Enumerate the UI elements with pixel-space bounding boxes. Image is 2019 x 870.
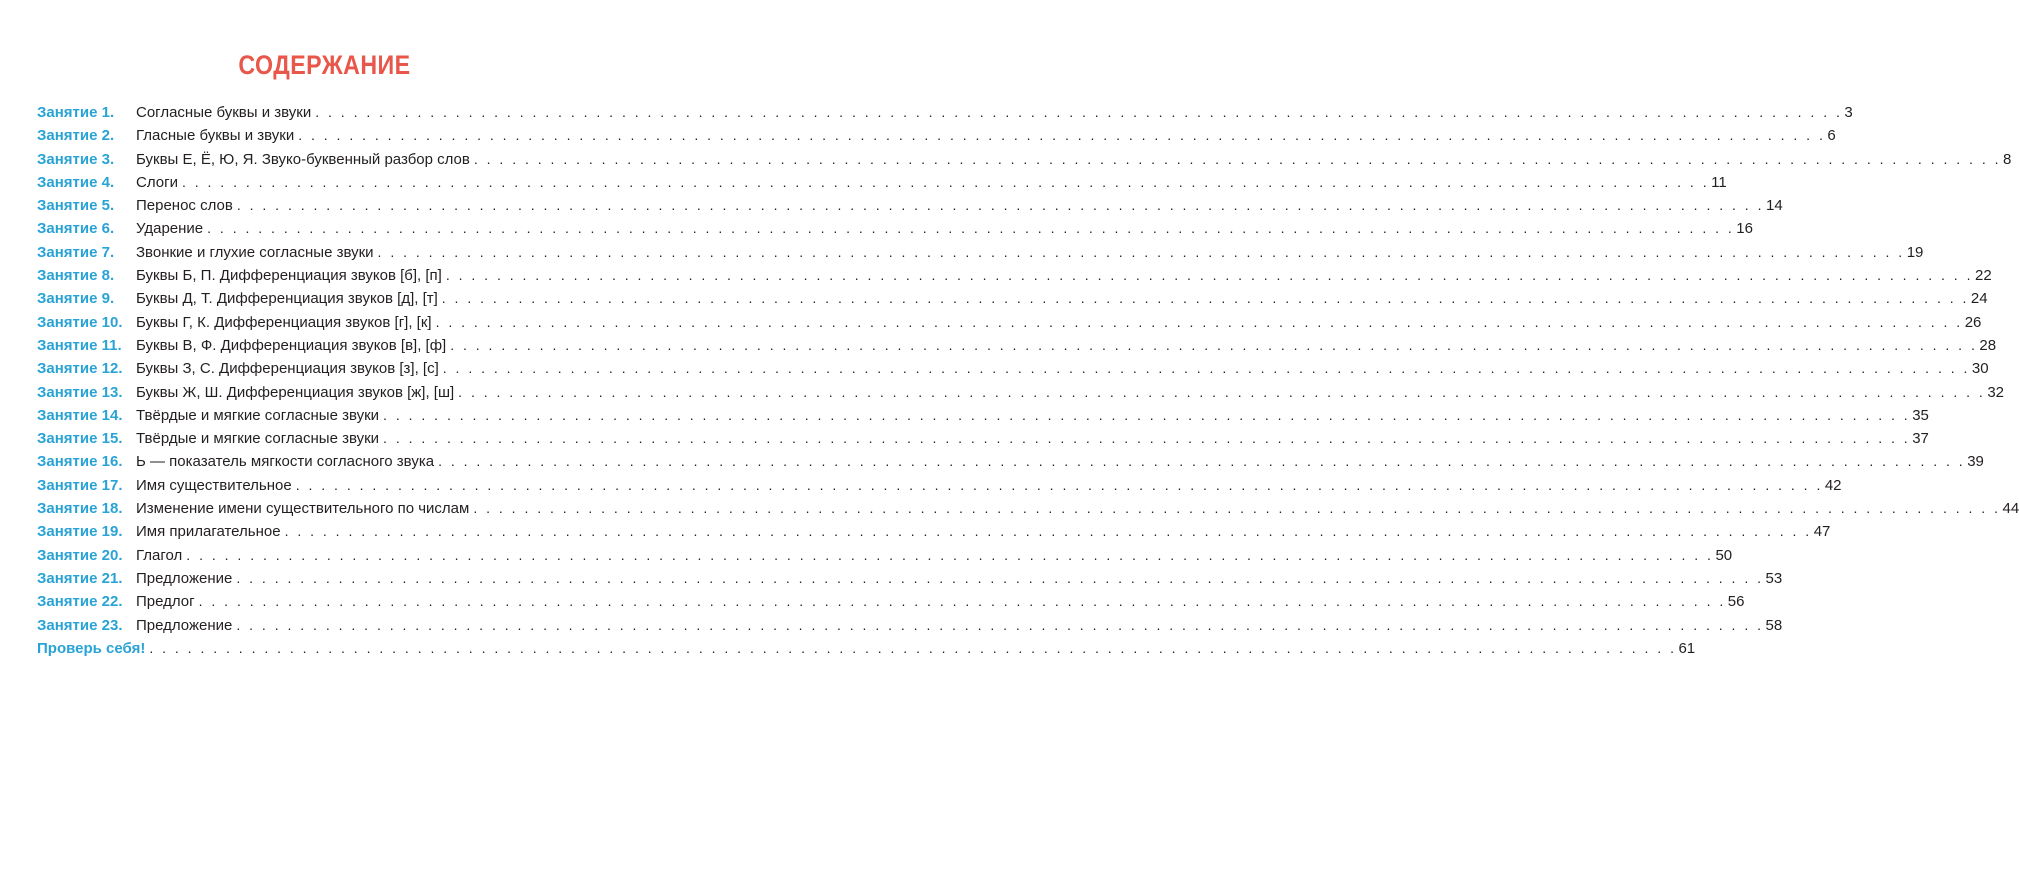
- dot-leader: . . . . . . . . . . . . . . . . . . . . . . . . . . . . . . . . . . . . . . . . . . . . . . . . . . . . . . . . . . . . . . . . . . . . . . . . . . . . . . . . . . . . . . . . . . . . . . . . . . . . . . . . . . . . . . . . . . . . . . . .: [149, 639, 1677, 656]
- toc-entry[interactable]: [37, 241, 1924, 264]
- dot-leader: . . . . . . . . . . . . . . . . . . . . . . . . . . . . . . . . . . . . . . . . . . . . . . . . . . . . . . . . . . . . . . . . . . . . . . . . . . . . . . . . . . . . . . . . . . . . . . . . . . . . . . . . . . . . . . . . . . . . . . . .: [284, 523, 1812, 540]
- page-number: 22: [1974, 267, 1992, 285]
- page-number: 8: [2003, 150, 2012, 168]
- dot-leader: . . . . . . . . . . . . . . . . . . . . . . . . . . . . . . . . . . . . . . . . . . . . . . . . . . . . . . . . . . . . . . . . . . . . . . . . . . . . . . . . . . . . . . . . . . . . . . . . . . . . . . . . . . . . . . . . . . . . . . . .: [383, 406, 1911, 423]
- dot-leader: . . . . . . . . . . . . . . . . . . . . . . . . . . . . . . . . . . . . . . . . . . . . . . . . . . . . . . . . . . . . . . . . . . . . . . . . . . . . . . . . . . . . . . . . . . . . . . . . . . . . . . . . . . . . . . . . . . . . . . . .: [236, 616, 1764, 633]
- lesson-number: Занятие 6.: [37, 220, 115, 238]
- page-number: 37: [1912, 430, 1929, 448]
- lesson-title: Имя существительное: [136, 476, 292, 494]
- lesson-title: Глагол: [136, 546, 183, 564]
- toc-entry[interactable]: [37, 614, 1783, 637]
- dot-leader: . . . . . . . . . . . . . . . . . . . . . . . . . . . . . . . . . . . . . . . . . . . . . . . . . . . . . . . . . . . . . . . . . . . . . . . . . . . . . . . . . . . . . . . . . . . . . . . . . . . . . . . . . . . . . . . . . . . . . . . .: [198, 593, 1726, 610]
- lesson-title: Буквы Д, Т. Дифференциация звуков [д], [т]: [136, 290, 438, 308]
- toc-entry[interactable]: [37, 217, 1753, 240]
- lesson-title: Предложение: [136, 616, 233, 634]
- lesson-title: Звонкие и глухие согласные звуки: [136, 243, 374, 261]
- lesson-number: Занятие 11.: [37, 336, 122, 354]
- toc-entry[interactable]: [37, 287, 1988, 310]
- page-number: 44: [2002, 500, 2019, 518]
- lesson-title: Согласные буквы и звуки: [136, 104, 312, 121]
- dot-leader: . . . . . . . . . . . . . . . . . . . . . . . . . . . . . . . . . . . . . . . . . . . . . . . . . . . . . . . . . . . . . . . . . . . . . . . . . . . . . . . . . . . . . . . . . . . . . . . . . . . . . . . . . . . . . . . . . . . . . . . .: [442, 360, 1970, 377]
- toc-entry[interactable]: [37, 544, 1733, 567]
- page-number: 32: [1987, 383, 2004, 401]
- toc-entry[interactable]: [37, 194, 1783, 217]
- toc-entry[interactable]: [37, 474, 1842, 497]
- page-number: 50: [1715, 546, 1733, 564]
- lesson-title: Предлог: [136, 593, 195, 611]
- page-number: 11: [1711, 173, 1727, 191]
- page-number: 56: [1727, 593, 1745, 611]
- lesson-number: Занятие 19.: [37, 523, 123, 541]
- table-of-contents: [37, 101, 2019, 660]
- page-title: СОДЕРЖАНИЕ: [238, 50, 411, 80]
- toc-entry[interactable]: [37, 311, 1982, 334]
- lesson-number: Занятие 12.: [37, 360, 123, 378]
- dot-leader: . . . . . . . . . . . . . . . . . . . . . . . . . . . . . . . . . . . . . . . . . . . . . . . . . . . . . . . . . . . . . . . . . . . . . . . . . . . . . . . . . . . . . . . . . . . . . . . . . . . . . . . . . . . . . . . . . . . . . . . .: [236, 569, 1764, 586]
- dot-leader: . . . . . . . . . . . . . . . . . . . . . . . . . . . . . . . . . . . . . . . . . . . . . . . . . . . . . . . . . . . . . . . . . . . . . . . . . . . . . . . . . . . . . . . . . . . . . . . . . . . . . . . . . . . . . . . . . . . . . . . .: [473, 500, 2001, 517]
- page-number: 47: [1813, 523, 1831, 541]
- lesson-number: Занятие 7.: [37, 243, 115, 261]
- toc-entry[interactable]: [37, 497, 2019, 520]
- toc-entry[interactable]: [37, 450, 1984, 473]
- lesson-title: Твёрдые и мягкие согласные звуки: [136, 406, 380, 424]
- lesson-title: Буквы Б, П. Дифференциация звуков [б], [п]: [136, 267, 442, 285]
- page-number: 14: [1765, 197, 1783, 215]
- page-number: 19: [1906, 243, 1924, 261]
- dot-leader: . . . . . . . . . . . . . . . . . . . . . . . . . . . . . . . . . . . . . . . . . . . . . . . . . . . . . . . . . . . . . . . . . . . . . . . . . . . . . . . . . . . . . . . . . . . . . . . . . . . . . . . . . . . . . . . . . . . . . . . .: [435, 313, 1963, 330]
- lesson-number: Занятие 2.: [37, 127, 115, 145]
- lesson-title: Буквы Г, К. Дифференциация звуков [г], [к]: [136, 313, 432, 331]
- page-number: 42: [1824, 476, 1842, 494]
- toc-entry[interactable]: [37, 171, 1727, 194]
- page-number: 24: [1970, 290, 1988, 308]
- dot-leader: . . . . . . . . . . . . . . . . . . . . . . . . . . . . . . . . . . . . . . . . . . . . . . . . . . . . . . . . . . . . . . . . . . . . . . . . . . . . . . . . . . . . . . . . . . . . . . . . . . . . . . . . . . . . . . . . . . . . . . . .: [236, 197, 1764, 214]
- lesson-title: Буквы Е, Ё, Ю, Я. Звуко-буквенный разбор слов: [136, 150, 470, 168]
- toc-entry[interactable]: [37, 148, 2012, 171]
- toc-entry[interactable]: [37, 520, 1831, 543]
- page-number: 53: [1765, 569, 1783, 587]
- toc-entry[interactable]: [37, 427, 1929, 450]
- dot-leader: . . . . . . . . . . . . . . . . . . . . . . . . . . . . . . . . . . . . . . . . . . . . . . . . . . . . . . . . . . . . . . . . . . . . . . . . . . . . . . . . . . . . . . . . . . . . . . . . . . . . . . . . . . . . . . . . . . . . . . . .: [458, 383, 1986, 400]
- page-number: 61: [1678, 639, 1696, 657]
- lesson-title: Перенос слов: [136, 197, 233, 215]
- dot-leader: . . . . . . . . . . . . . . . . . . . . . . . . . . . . . . . . . . . . . . . . . . . . . . . . . . . . . . . . . . . . . . . . . . . . . . . . . . . . . . . . . . . . . . . . . . . . . . . . . . . . . . . . . . . . . . . . . . . . . . . .: [450, 336, 1978, 353]
- toc-entry[interactable]: [37, 567, 1783, 590]
- toc-entry-self-check[interactable]: [37, 637, 1696, 660]
- lesson-title: Изменение имени существительного по числам: [136, 500, 470, 518]
- lesson-title: Ь — показатель мягкости согласного звука: [136, 453, 435, 471]
- lesson-title: Гласные буквы и звуки: [136, 127, 295, 145]
- lesson-title: Буквы В, Ф. Дифференциация звуков [в], [ф]: [136, 336, 447, 354]
- dot-leader: . . . . . . . . . . . . . . . . . . . . . . . . . . . . . . . . . . . . . . . . . . . . . . . . . . . . . . . . . . . . . . . . . . . . . . . . . . . . . . . . . . . . . . . . . . . . . . . . . . . . . . . . . . . . . . . . . . . . . . . .: [445, 267, 1973, 284]
- toc-entry[interactable]: [37, 404, 1929, 427]
- page-number: 6: [1827, 127, 1836, 145]
- lesson-title: Слоги: [136, 173, 178, 191]
- lesson-number: Занятие 16.: [37, 453, 123, 471]
- lesson-number: Занятие 9.: [37, 290, 115, 308]
- dot-leader: . . . . . . . . . . . . . . . . . . . . . . . . . . . . . . . . . . . . . . . . . . . . . . . . . . . . . . . . . . . . . . . . . . . . . . . . . . . . . . . . . . . . . . . . . . . . . . . . . . . . . . . . . . . . . . . . . . . . . . . .: [441, 290, 1969, 307]
- page-number: 28: [1979, 336, 1997, 354]
- lesson-number: Занятие 21.: [37, 569, 123, 587]
- lesson-title: Твёрдые и мягкие согласные звуки: [136, 430, 380, 448]
- lesson-number: Занятие 20.: [37, 546, 123, 564]
- lesson-number: Занятие 17.: [37, 476, 123, 494]
- lesson-number: Занятие 1.: [37, 104, 115, 121]
- dot-leader: . . . . . . . . . . . . . . . . . . . . . . . . . . . . . . . . . . . . . . . . . . . . . . . . . . . . . . . . . . . . . . . . . . . . . . . . . . . . . . . . . . . . . . . . . . . . . . . . . . . . . . . . . . . . . . . . . . . . . . . .: [181, 173, 1710, 190]
- toc-entry[interactable]: [37, 124, 1836, 147]
- lesson-number: Занятие 18.: [37, 500, 123, 518]
- lesson-title: Буквы Ж, Ш. Дифференциация звуков [ж], [ш]: [136, 383, 455, 401]
- dot-leader: . . . . . . . . . . . . . . . . . . . . . . . . . . . . . . . . . . . . . . . . . . . . . . . . . . . . . . . . . . . . . . . . . . . . . . . . . . . . . . . . . . . . . . . . . . . . . . . . . . . . . . . . . . . . . . . . . . . . . . . .: [207, 220, 1735, 237]
- toc-entry[interactable]: [37, 334, 1997, 357]
- dot-leader: . . . . . . . . . . . . . . . . . . . . . . . . . . . . . . . . . . . . . . . . . . . . . . . . . . . . . . . . . . . . . . . . . . . . . . . . . . . . . . . . . . . . . . . . . . . . . . . . . . . . . . . . . . . . . . . . . . . . . . . .: [315, 104, 1843, 120]
- lesson-title: Ударение: [136, 220, 204, 238]
- dot-leader: . . . . . . . . . . . . . . . . . . . . . . . . . . . . . . . . . . . . . . . . . . . . . . . . . . . . . . . . . . . . . . . . . . . . . . . . . . . . . . . . . . . . . . . . . . . . . . . . . . . . . . . . . . . . . . . . . . . . . . . .: [438, 453, 1966, 470]
- lesson-number: Занятие 4.: [37, 173, 115, 191]
- page-number: 58: [1765, 616, 1783, 634]
- lesson-number: Занятие 15.: [37, 430, 123, 448]
- lesson-number: Занятие 22.: [37, 593, 123, 611]
- toc-entry[interactable]: [37, 381, 2004, 404]
- lesson-number: Занятие 14.: [37, 406, 123, 424]
- lesson-number: Занятие 10.: [37, 313, 123, 331]
- lesson-number: Занятие 13.: [37, 383, 123, 401]
- lesson-title: Имя прилагательное: [136, 523, 281, 541]
- dot-leader: . . . . . . . . . . . . . . . . . . . . . . . . . . . . . . . . . . . . . . . . . . . . . . . . . . . . . . . . . . . . . . . . . . . . . . . . . . . . . . . . . . . . . . . . . . . . . . . . . . . . . . . . . . . . . . . . . . . . . . . .: [377, 243, 1905, 260]
- dot-leader: . . . . . . . . . . . . . . . . . . . . . . . . . . . . . . . . . . . . . . . . . . . . . . . . . . . . . . . . . . . . . . . . . . . . . . . . . . . . . . . . . . . . . . . . . . . . . . . . . . . . . . . . . . . . . . . . . . . . . . . .: [473, 150, 2002, 167]
- lesson-number: Занятие 8.: [37, 267, 115, 285]
- page-number: 30: [1971, 360, 1989, 378]
- toc-entry[interactable]: [37, 101, 1853, 124]
- toc-entry[interactable]: [37, 357, 1989, 380]
- page-number: 39: [1967, 453, 1984, 471]
- toc-entry[interactable]: [37, 590, 1745, 613]
- dot-leader: . . . . . . . . . . . . . . . . . . . . . . . . . . . . . . . . . . . . . . . . . . . . . . . . . . . . . . . . . . . . . . . . . . . . . . . . . . . . . . . . . . . . . . . . . . . . . . . . . . . . . . . . . . . . . . . . . . . . . . . .: [298, 127, 1826, 144]
- page-number: 3: [1844, 104, 1853, 121]
- dot-leader: . . . . . . . . . . . . . . . . . . . . . . . . . . . . . . . . . . . . . . . . . . . . . . . . . . . . . . . . . . . . . . . . . . . . . . . . . . . . . . . . . . . . . . . . . . . . . . . . . . . . . . . . . . . . . . . . . . . . . . . .: [383, 430, 1911, 447]
- lesson-title: Буквы З, С. Дифференциация звуков [з], [с]: [136, 360, 439, 378]
- toc-entry[interactable]: [37, 264, 1992, 287]
- page-number: 26: [1964, 313, 1982, 331]
- dot-leader: . . . . . . . . . . . . . . . . . . . . . . . . . . . . . . . . . . . . . . . . . . . . . . . . . . . . . . . . . . . . . . . . . . . . . . . . . . . . . . . . . . . . . . . . . . . . . . . . . . . . . . . . . . . . . . . . . . . . . . . .: [295, 476, 1823, 493]
- lesson-title: Предложение: [136, 569, 233, 587]
- dot-leader: . . . . . . . . . . . . . . . . . . . . . . . . . . . . . . . . . . . . . . . . . . . . . . . . . . . . . . . . . . . . . . . . . . . . . . . . . . . . . . . . . . . . . . . . . . . . . . . . . . . . . . . . . . . . . . . . . . . . . . . .: [186, 546, 1714, 563]
- lesson-number: Занятие 5.: [37, 197, 115, 215]
- lesson-number: Занятие 3.: [37, 150, 115, 168]
- self-check-title: Проверь себя!: [37, 639, 146, 657]
- page-number: 16: [1736, 220, 1753, 238]
- page-number: 35: [1912, 406, 1929, 424]
- lesson-number: Занятие 23.: [37, 616, 123, 634]
